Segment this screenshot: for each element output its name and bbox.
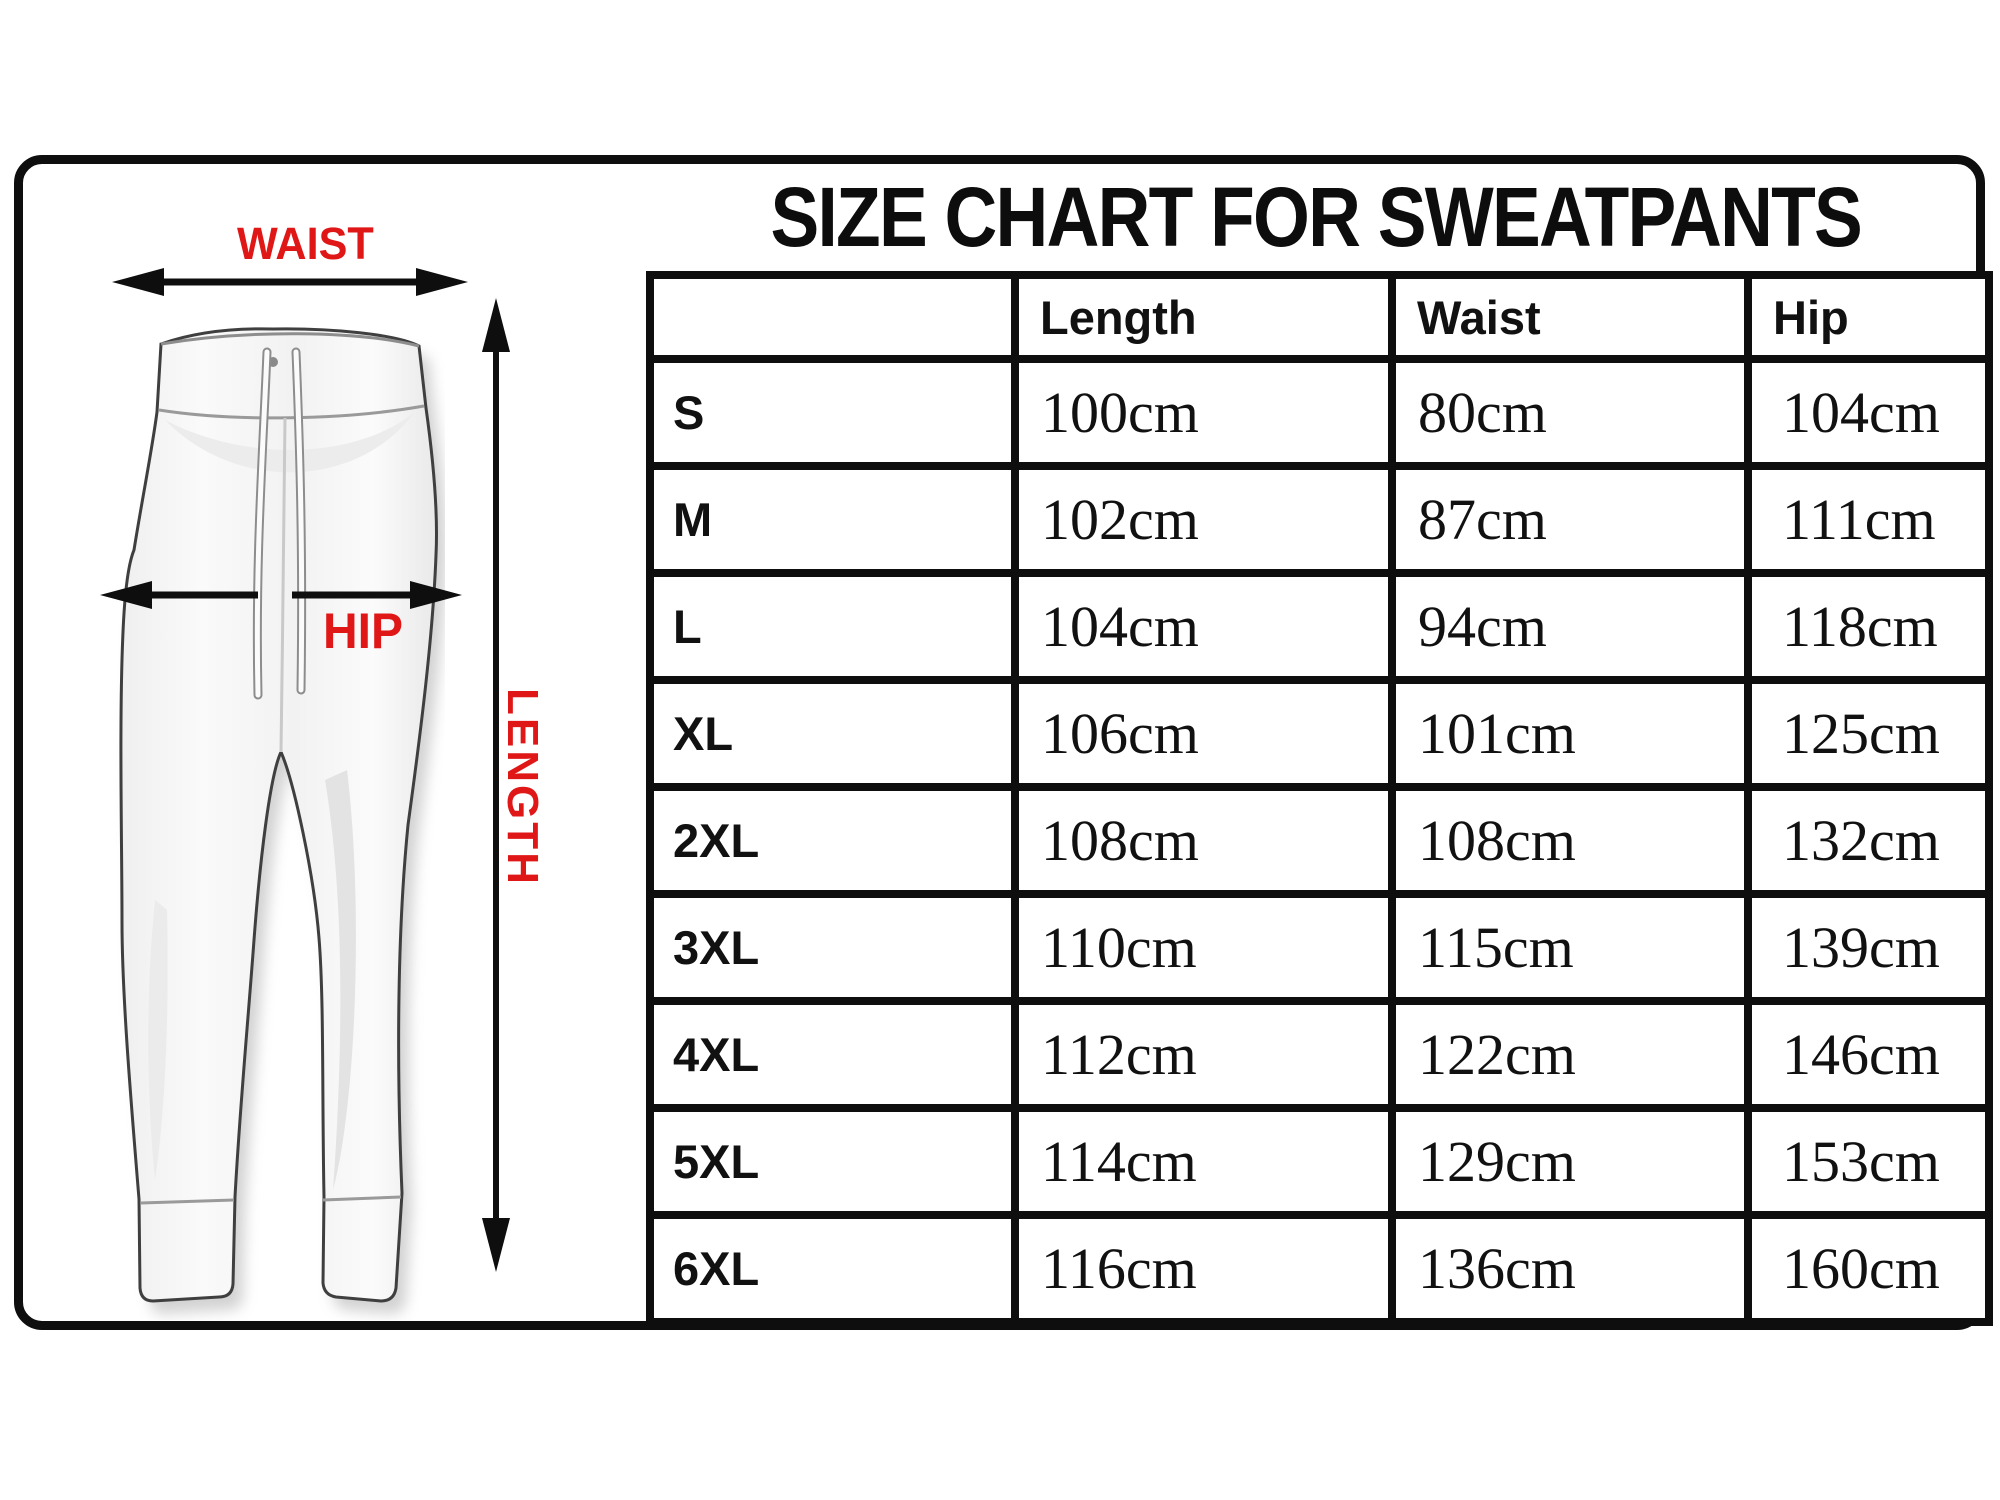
- waist-measure-label: WAIST: [237, 218, 374, 269]
- length-value: 110cm: [1015, 894, 1392, 1001]
- hip-value: 146cm: [1748, 1001, 1989, 1108]
- length-value: 112cm: [1015, 1001, 1392, 1108]
- size-label: S: [650, 359, 1015, 466]
- table-row: [650, 894, 1989, 1001]
- hip-value: 153cm: [1748, 1108, 1989, 1215]
- length-measure-label: LENGTH: [498, 688, 547, 887]
- hip-value: 111cm: [1748, 466, 1989, 573]
- waist-value: 108cm: [1392, 787, 1748, 894]
- table-row: [650, 359, 1989, 466]
- length-value: 106cm: [1015, 680, 1392, 787]
- size-label: 4XL: [650, 1001, 1015, 1108]
- table-row: [650, 680, 1989, 787]
- waist-value: 101cm: [1392, 680, 1748, 787]
- size-label: 2XL: [650, 787, 1015, 894]
- table-row: [650, 1215, 1989, 1322]
- length-value: 114cm: [1015, 1108, 1392, 1215]
- size-label: XL: [650, 680, 1015, 787]
- sweatpants-illustration: [95, 300, 445, 1320]
- page-title-text: SIZE CHART FOR SWEATPANTS: [770, 169, 1861, 264]
- hip-value: 104cm: [1748, 359, 1989, 466]
- table-row: [650, 1108, 1989, 1215]
- waist-arrow-icon: [108, 260, 472, 304]
- waist-value: 94cm: [1392, 573, 1748, 680]
- header-hip: Hip: [1748, 275, 1989, 359]
- waist-value: 87cm: [1392, 466, 1748, 573]
- hip-arrow-icon: [96, 573, 466, 617]
- waist-value: 136cm: [1392, 1215, 1748, 1322]
- size-label: L: [650, 573, 1015, 680]
- size-label: M: [650, 466, 1015, 573]
- hip-measure-label: HIP: [323, 603, 404, 659]
- header-size: [650, 275, 1015, 359]
- waist-value: 80cm: [1392, 359, 1748, 466]
- size-label: 6XL: [650, 1215, 1015, 1322]
- hip-value: 132cm: [1748, 787, 1989, 894]
- size-label: 3XL: [650, 894, 1015, 1001]
- size-chart-table: [646, 271, 1993, 1326]
- length-value: 102cm: [1015, 466, 1392, 573]
- table-row: [650, 466, 1989, 573]
- waist-value: 122cm: [1392, 1001, 1748, 1108]
- waist-value: 115cm: [1392, 894, 1748, 1001]
- length-value: 104cm: [1015, 573, 1392, 680]
- table-row: [650, 1001, 1989, 1108]
- header-waist: Waist: [1392, 275, 1748, 359]
- header-row: [650, 275, 1989, 359]
- hip-value: 125cm: [1748, 680, 1989, 787]
- page-title: [646, 163, 1985, 271]
- table-row: [650, 573, 1989, 680]
- header-length: Length: [1015, 275, 1392, 359]
- waist-value: 129cm: [1392, 1108, 1748, 1215]
- length-value: 100cm: [1015, 359, 1392, 466]
- hip-value: 139cm: [1748, 894, 1989, 1001]
- hip-value: 118cm: [1748, 573, 1989, 680]
- table-row: [650, 787, 1989, 894]
- length-value: 108cm: [1015, 787, 1392, 894]
- size-label: 5XL: [650, 1108, 1015, 1215]
- length-value: 116cm: [1015, 1215, 1392, 1322]
- hip-value: 160cm: [1748, 1215, 1989, 1322]
